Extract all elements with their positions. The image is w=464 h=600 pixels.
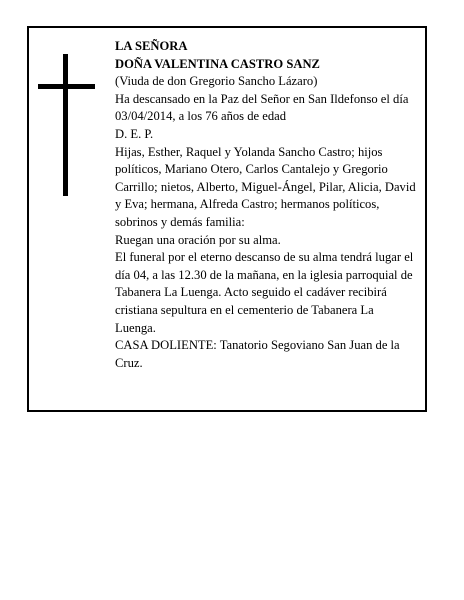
widow-of-line: (Viuda de don Gregorio Sancho Lázaro) bbox=[115, 74, 318, 89]
deceased-name: DOÑA VALENTINA CASTRO SANZ bbox=[115, 56, 320, 71]
family-list: Hijas, Esther, Raquel y Yolanda Sancho Castro; hijos políticos, Mariano Otero, Carlos Cantalejo y Gregorio Carrillo; nietos, Alberto, Miguel-Ángel, Pilar, Alicia, David y Eva; hermana, Alfreda Castro; hermanos políticos, sobrinos y demás familia: bbox=[115, 144, 416, 229]
funeral-details: El funeral por el eterno descanso de su alma tendrá lugar el día 04, a las 12.30 de la mañana, en la iglesia parroquial de Tabanera La Luenga. Acto seguido el cadáver recibirá cristiana sepultura en el cementerio de Tabanera La Luenga. bbox=[115, 250, 414, 335]
notice-heading: LA SEÑORA bbox=[115, 39, 188, 53]
mourning-house: CASA DOLIENTE: Tanatorio Segoviano San Juan de la Cruz. bbox=[115, 338, 400, 370]
cross-vertical-bar bbox=[63, 54, 68, 196]
rip-line: D. E. P. bbox=[115, 126, 154, 141]
obituary-text bbox=[115, 38, 417, 372]
cross-horizontal-bar bbox=[38, 84, 95, 89]
death-statement: Ha descansado en la Paz del Señor en San Ildefonso el día 03/04/2014, a los 76 años de edad bbox=[115, 91, 409, 124]
prayer-request: Ruegan una oración por su alma. bbox=[115, 232, 281, 247]
